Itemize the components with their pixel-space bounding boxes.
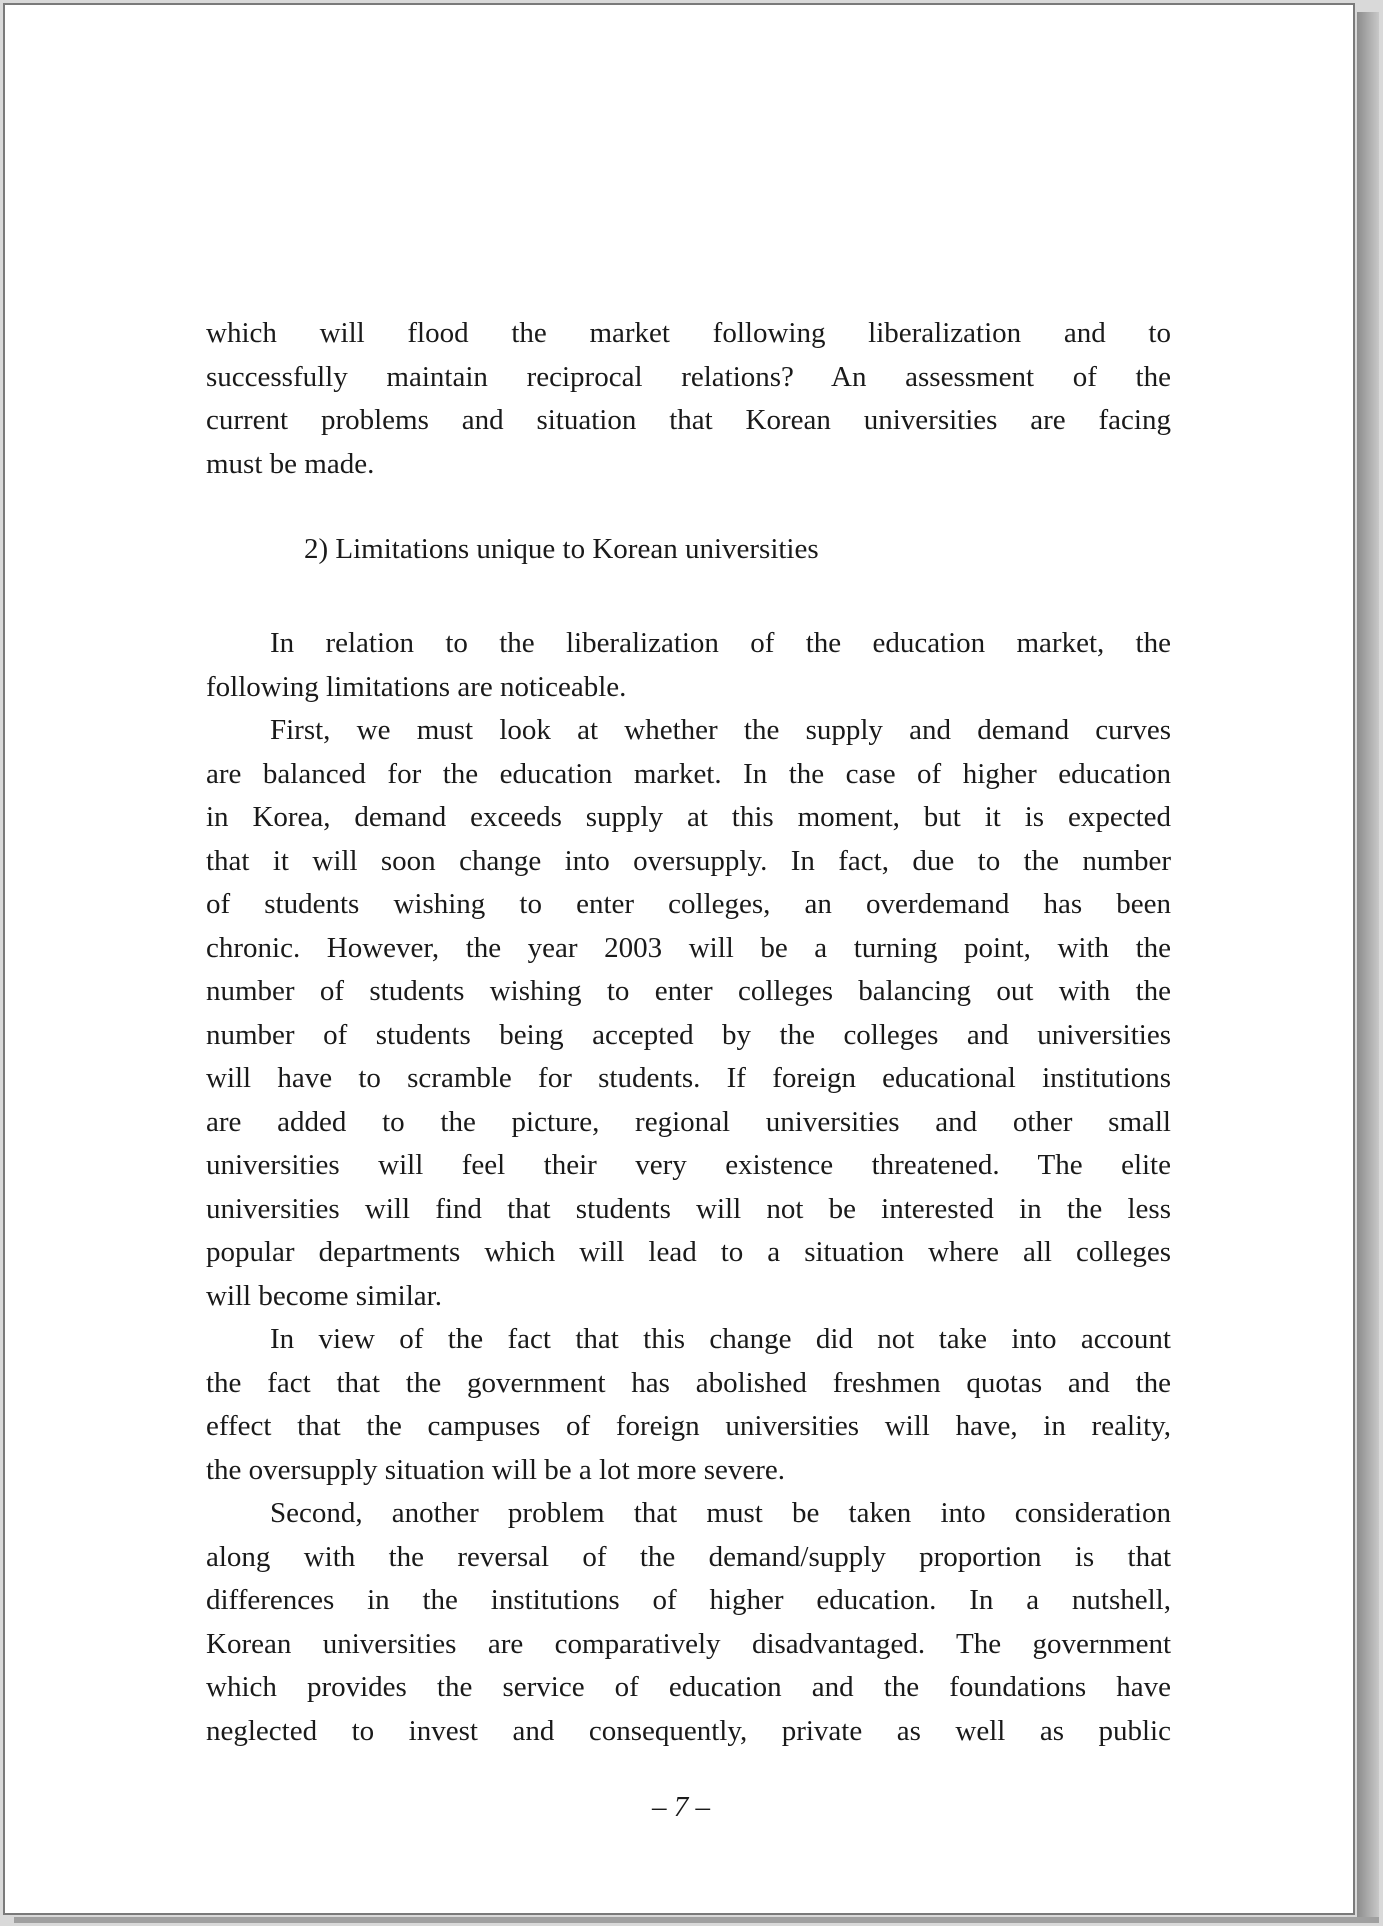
intro-paragraph: [206, 312, 1171, 486]
text-line: of students wishing to enter colleges, an overdemand has been: [206, 888, 1171, 920]
text-line: First, we must look at whether the supply and demand curves: [270, 714, 1171, 746]
text-line: successfully maintain reciprocal relations? An assessment of the: [206, 360, 1171, 393]
text-line: number of students being accepted by the colleges and universities: [206, 1018, 1171, 1051]
text-line: universities will feel their very existence threatened. The elite: [206, 1149, 1171, 1181]
text-line: effect that the campuses of foreign universities will have, in reality,: [206, 1410, 1171, 1442]
text-line: will have to scramble for students. If foreign educational institutions: [206, 1062, 1171, 1094]
text-line: popular departments which will lead to a situation where all colleges: [206, 1236, 1171, 1268]
text-line: number of students wishing to enter colleges balancing out with the: [206, 975, 1171, 1007]
section-heading: 2) Limitations unique to Korean universities: [304, 533, 819, 565]
text-line: chronic. However, the year 2003 will be a turning point, with the: [206, 931, 1171, 964]
text-line: along with the reversal of the demand/supply proportion is that: [206, 1540, 1171, 1573]
text-line: differences in the institutions of higher education. In a nutshell,: [206, 1584, 1171, 1616]
body-text: [206, 622, 1171, 1753]
text-line: the oversupply situation will be a lot more severe.: [206, 1453, 786, 1486]
text-line: universities will find that students will not be interested in the less: [206, 1192, 1171, 1225]
text-line: which provides the service of education and the foundations have: [206, 1671, 1171, 1703]
text-line: neglected to invest and consequently, private as well as public: [206, 1714, 1171, 1747]
text-line: following limitations are noticeable.: [206, 670, 627, 703]
text-line: current problems and situation that Korean universities are facing: [206, 404, 1171, 436]
text-line: In relation to the liberalization of the education market, the: [270, 627, 1171, 659]
page-number: – 7 –: [652, 1791, 710, 1823]
text-line: are added to the picture, regional universities and other small: [206, 1105, 1171, 1138]
text-line: will become similar.: [206, 1279, 442, 1312]
document-page: [3, 3, 1355, 1915]
text-line: that it will soon change into oversupply. In fact, due to the number: [206, 844, 1171, 877]
page-shadow-bottom: [14, 1917, 1379, 1923]
text-line: Second, another problem that must be taken into consideration: [270, 1497, 1171, 1529]
text-line: In view of the fact that this change did not take into account: [270, 1323, 1171, 1355]
page-shadow-right: [1357, 12, 1379, 1922]
text-line: are balanced for the education market. In the case of higher education: [206, 757, 1171, 790]
text-line: Korean universities are comparatively disadvantaged. The government: [206, 1627, 1171, 1660]
text-line: the fact that the government has abolished freshmen quotas and the: [206, 1366, 1171, 1399]
text-line: in Korea, demand exceeds supply at this moment, but it is expected: [206, 801, 1171, 833]
text-line: must be made.: [206, 447, 375, 480]
text-line: which will flood the market following liberalization and to: [206, 317, 1171, 349]
